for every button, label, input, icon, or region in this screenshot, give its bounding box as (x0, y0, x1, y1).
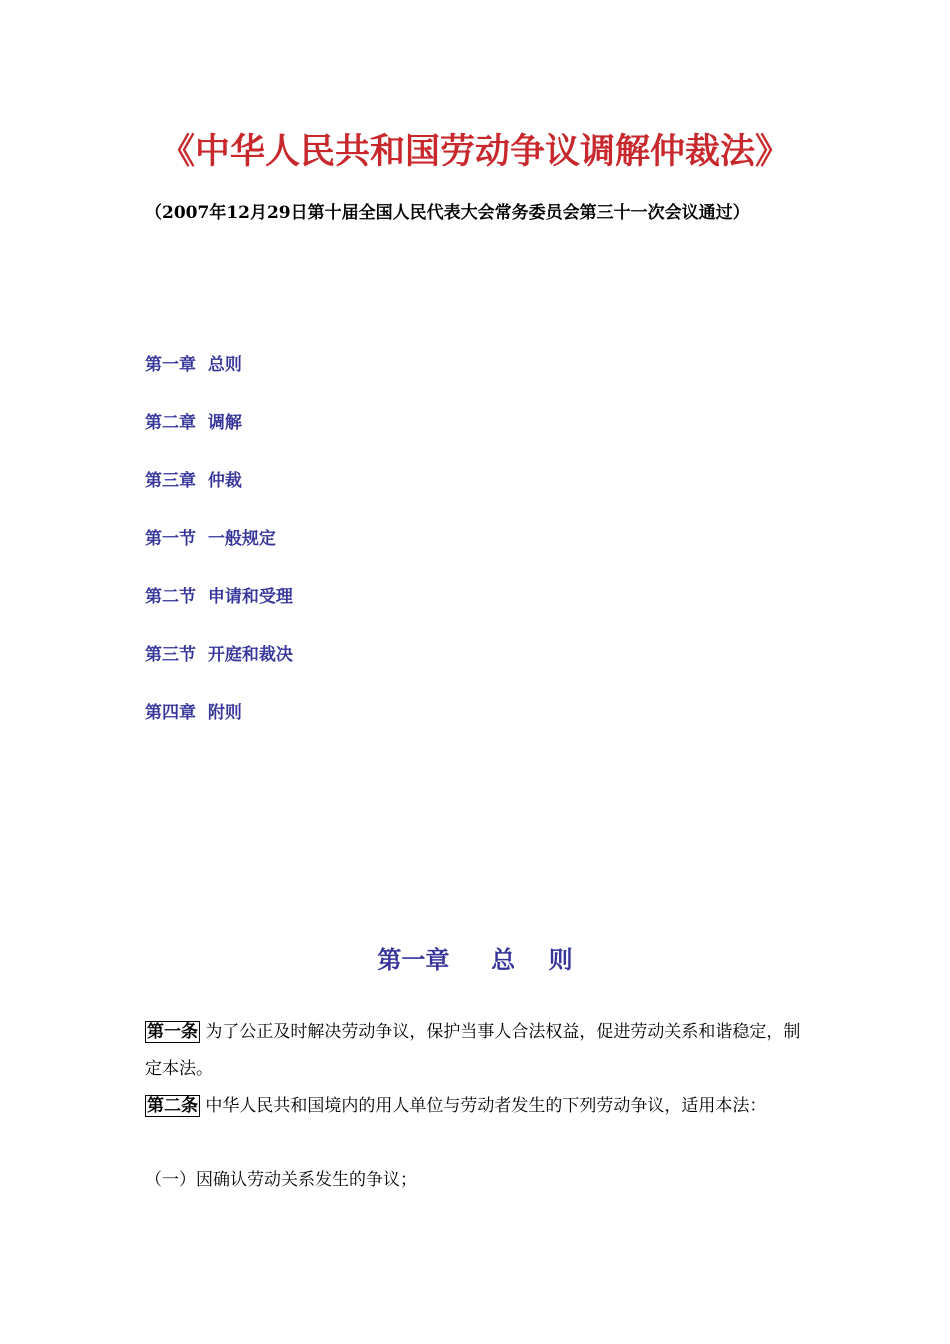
article-2-label: 第二条 (147, 1096, 198, 1116)
document-subtitle: （2007年12月29日第十届全国人民代表大会常务委员会第三十一次会议通过） (145, 203, 750, 223)
document-title: 《中华人民共和国劳动争议调解仲裁法》 (159, 131, 790, 172)
toc-item-chapter-3[interactable]: 第三章 仲裁 (145, 471, 242, 491)
table-of-contents (145, 348, 293, 754)
article-1-text: 为了公正及时解决劳动争议，保护当事人合法权益，促进劳动关系和谐稳定，制定本法。 (145, 1022, 801, 1079)
toc-item-chapter-1[interactable]: 第一章 总则 (145, 355, 242, 375)
article-1 (145, 1014, 813, 1088)
article-2-item-1: （一）因确认劳动关系发生的争议； (145, 1170, 417, 1190)
toc-item-chapter-4[interactable]: 第四章 附则 (145, 703, 242, 723)
article-2-text: 中华人民共和国境内的用人单位与劳动者发生的下列劳动争议，适用本法： (200, 1096, 767, 1116)
toc-item-section-2[interactable]: 第二节 申请和受理 (145, 587, 293, 607)
toc-item-chapter-2[interactable]: 第二章 调解 (145, 413, 242, 433)
toc-item-section-3[interactable]: 第三节 开庭和裁决 (145, 645, 293, 665)
chapter-heading: 第一章 总 则 (377, 945, 573, 974)
article-2 (145, 1088, 813, 1125)
article-1-label: 第一条 (147, 1022, 198, 1042)
toc-item-section-1[interactable]: 第一节 一般规定 (145, 529, 276, 549)
